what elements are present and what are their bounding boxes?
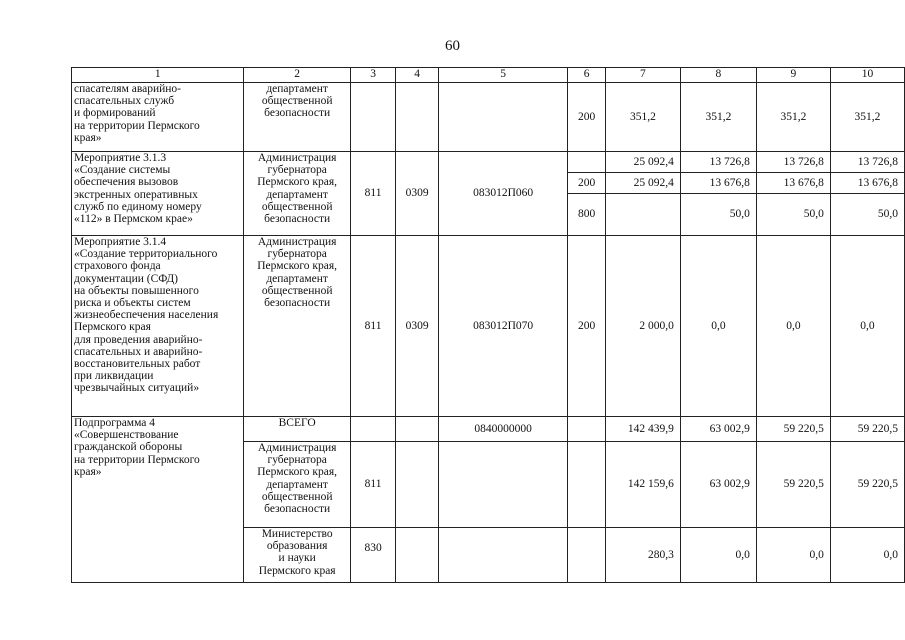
row2-line3-c7 xyxy=(605,194,680,236)
row2-line3-c10: 50,0 xyxy=(830,194,904,236)
row3-name: Мероприятие 3.1.4 «Создание территориального страхового фонда документации (СФД) на объекты повышенного риска и объекты систем жизнеобеспечения населения Пермского края для проведения аварийно- спасательных и аварийно- восстановительных работ при ликвидации чрезвычайных ситуаций» xyxy=(72,236,244,417)
header-cell: 8 xyxy=(680,68,756,83)
row4-sub2-c3: 830 xyxy=(350,528,395,583)
row3-c7: 2 000,0 xyxy=(605,236,680,417)
table-row xyxy=(72,417,905,442)
row1-c4 xyxy=(396,83,439,152)
header-cell: 10 xyxy=(830,68,904,83)
row2-line2-c10: 13 676,8 xyxy=(830,173,904,194)
row1-c7: 351,2 xyxy=(605,83,680,152)
row2-line3-c9: 50,0 xyxy=(756,194,830,236)
row4-sub2-c10: 0,0 xyxy=(830,528,904,583)
row4-sub1-c6 xyxy=(568,442,606,528)
row4-sub2-c4 xyxy=(396,528,439,583)
row1-c6: 200 xyxy=(568,83,606,152)
row4-sub1-c8: 63 002,9 xyxy=(680,442,756,528)
table-row xyxy=(72,83,905,152)
header-cell: 2 xyxy=(244,68,350,83)
row2-name: Мероприятие 3.1.3 «Создание системы обеспечения вызовов экстренных оперативных служб по единому номеру «112» в Пермском крае» xyxy=(72,152,244,236)
row1-admin: департамент общественной безопасности xyxy=(244,83,350,152)
row2-c3: 811 xyxy=(350,152,395,236)
row4-sub1-c3: 811 xyxy=(350,442,395,528)
row4-sub2-c6 xyxy=(568,528,606,583)
row4-sub2-c8: 0,0 xyxy=(680,528,756,583)
row2-admin: Администрация губернатора Пермского края, департамент общественной безопасности xyxy=(244,152,350,236)
row4-sub1-c4 xyxy=(396,442,439,528)
row1-c8: 351,2 xyxy=(680,83,756,152)
row1-c3 xyxy=(350,83,395,152)
row2-line2-c7: 25 092,4 xyxy=(605,173,680,194)
page-number: 60 xyxy=(445,38,460,54)
row1-c9: 351,2 xyxy=(756,83,830,152)
row2-line1-c9: 13 726,8 xyxy=(756,152,830,173)
row3-c4: 0309 xyxy=(396,236,439,417)
row4-sub2-c5 xyxy=(438,528,567,583)
row4-sub2-c7: 280,3 xyxy=(605,528,680,583)
row4-sub1-c5 xyxy=(438,442,567,528)
row3-c3: 811 xyxy=(350,236,395,417)
row4-total-c9: 59 220,5 xyxy=(756,417,830,442)
row4-total-c3 xyxy=(350,417,395,442)
header-cell: 4 xyxy=(396,68,439,83)
row4-total-c5: 0840000000 xyxy=(438,417,567,442)
row4-sub1-c7: 142 159,6 xyxy=(605,442,680,528)
row3-c6: 200 xyxy=(568,236,606,417)
row4-total-label: ВСЕГО xyxy=(244,417,350,442)
header-cell: 9 xyxy=(756,68,830,83)
row4-total-c8: 63 002,9 xyxy=(680,417,756,442)
row4-sub2-c9: 0,0 xyxy=(756,528,830,583)
row3-c10: 0,0 xyxy=(830,236,904,417)
header-cell: 1 xyxy=(72,68,244,83)
row3-c8: 0,0 xyxy=(680,236,756,417)
row4-sub1-c9: 59 220,5 xyxy=(756,442,830,528)
row4-sub1-admin: Администрация губернатора Пермского края, департамент общественной безопасности xyxy=(244,442,350,528)
row4-sub2-admin: Министерство образования и науки Пермского края xyxy=(244,528,350,583)
row2-line2-c6: 200 xyxy=(568,173,606,194)
row2-line1-c10: 13 726,8 xyxy=(830,152,904,173)
row2-c4: 0309 xyxy=(396,152,439,236)
row4-total-c6 xyxy=(568,417,606,442)
row2-line1-c6 xyxy=(568,152,606,173)
header-cell: 6 xyxy=(568,68,606,83)
row2-line1-c7: 25 092,4 xyxy=(605,152,680,173)
row2-line2-c9: 13 676,8 xyxy=(756,173,830,194)
row4-name: Подпрограмма 4 «Совершенствование гражданской обороны на территории Пермского края» xyxy=(72,417,244,583)
row1-c10: 351,2 xyxy=(830,83,904,152)
header-cell: 7 xyxy=(605,68,680,83)
row3-c5: 083012П070 xyxy=(438,236,567,417)
row3-admin: Администрация губернатора Пермского края, департамент общественной безопасности xyxy=(244,236,350,417)
row4-total-c7: 142 439,9 xyxy=(605,417,680,442)
row4-sub1-c10: 59 220,5 xyxy=(830,442,904,528)
table-row xyxy=(72,236,905,417)
row1-name: спасателям аварийно- спасательных служб и формирований на территории Пермского края» xyxy=(72,83,244,152)
row1-c5 xyxy=(438,83,567,152)
budget-table xyxy=(71,67,905,583)
row2-line3-c8: 50,0 xyxy=(680,194,756,236)
row4-total-c4 xyxy=(396,417,439,442)
row2-line3-c6: 800 xyxy=(568,194,606,236)
header-row xyxy=(72,68,905,83)
row4-total-c10: 59 220,5 xyxy=(830,417,904,442)
row2-c5: 083012П060 xyxy=(438,152,567,236)
table-row xyxy=(72,152,905,173)
row2-line1-c8: 13 726,8 xyxy=(680,152,756,173)
header-cell: 3 xyxy=(350,68,395,83)
header-cell: 5 xyxy=(438,68,567,83)
row2-line2-c8: 13 676,8 xyxy=(680,173,756,194)
row3-c9: 0,0 xyxy=(756,236,830,417)
